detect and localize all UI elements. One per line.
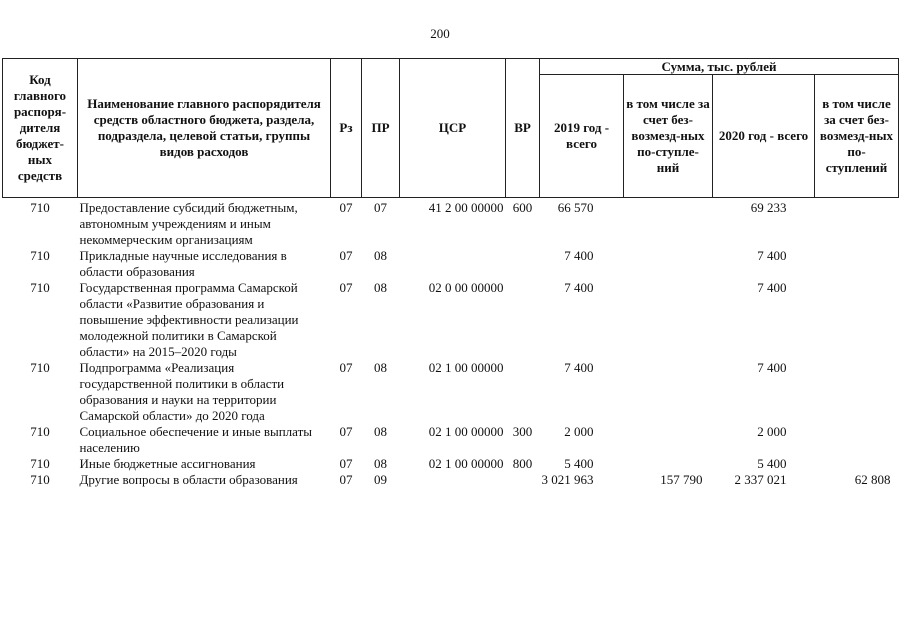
cell-2019-total: 7 400 — [564, 248, 594, 263]
cell-2019-grants: 157 790 — [660, 472, 703, 487]
cell-name: Иные бюджетные ассигнования — [79, 456, 256, 471]
cell-2019-grants — [624, 248, 713, 280]
cell-name: Предоставление субсидий бюджетным, автономным учреждениям и иным некоммерческим организациям — [79, 200, 298, 247]
cell-pr: 08 — [374, 248, 387, 263]
table-row — [3, 280, 899, 360]
cell-2020-total: 7 400 — [757, 280, 787, 295]
cell-name: Социальное обеспечение и иные выплаты населению — [79, 424, 313, 455]
cell-code: 710 — [30, 472, 50, 487]
cell-name: Прикладные научные исследования в области образования — [79, 248, 287, 279]
header-row-top — [3, 59, 899, 75]
cell-pr: 08 — [374, 456, 387, 471]
cell-2020-total: 7 400 — [757, 360, 787, 375]
cell-vr: 300 — [512, 424, 533, 439]
cell-2020-grants — [815, 456, 899, 472]
header-2020-total: 2020 год - всего — [713, 75, 815, 198]
cell-2019-total: 7 400 — [564, 360, 594, 375]
cell-2019-grants — [624, 198, 713, 249]
cell-2019-total: 7 400 — [564, 280, 594, 295]
cell-2020-grants — [815, 280, 899, 360]
cell-pr: 09 — [374, 472, 387, 487]
cell-csr — [400, 472, 506, 488]
table-row — [3, 472, 899, 488]
cell-2020-grants: 62 808 — [854, 472, 891, 487]
cell-pr: 08 — [374, 424, 387, 439]
cell-csr: 02 0 00 00000 — [428, 280, 504, 295]
header-name: Наименование главного распорядителя средств областного бюджета, раздела, подраздела, целевой статьи, группы видов расходов — [78, 59, 331, 198]
cell-2019-total: 3 021 963 — [541, 472, 594, 487]
cell-2020-total: 7 400 — [757, 248, 787, 263]
header-pr: ПР — [362, 59, 400, 198]
cell-2019-grants — [624, 360, 713, 424]
cell-rz: 07 — [339, 360, 353, 375]
header-rz: Рз — [331, 59, 362, 198]
table-row — [3, 456, 899, 472]
cell-2019-total: 66 570 — [557, 200, 594, 215]
cell-rz: 07 — [339, 280, 353, 295]
header-2020-grants: в том числе за счет без-возмезд-ных по-ступлений — [815, 75, 899, 198]
cell-code: 710 — [30, 248, 50, 263]
header-csr: ЦСР — [400, 59, 506, 198]
cell-vr — [506, 472, 540, 488]
cell-2020-grants — [815, 248, 899, 280]
cell-2020-grants — [815, 198, 899, 249]
cell-pr: 07 — [374, 200, 387, 215]
cell-code: 710 — [30, 200, 50, 215]
table-row — [3, 424, 899, 456]
cell-rz: 07 — [339, 248, 353, 263]
table-body — [3, 198, 899, 489]
cell-pr: 08 — [374, 280, 387, 295]
table-row — [3, 248, 899, 280]
cell-name: Подпрограмма «Реализация государственной политики в области образования и науки на территории Самарской области» до 2020 года — [79, 360, 285, 423]
cell-2020-total: 5 400 — [757, 456, 787, 471]
cell-rz: 07 — [339, 200, 353, 215]
cell-rz: 07 — [339, 456, 353, 471]
cell-2019-grants — [624, 456, 713, 472]
cell-2019-grants — [624, 280, 713, 360]
cell-pr: 08 — [374, 360, 387, 375]
cell-vr — [506, 280, 540, 360]
cell-vr — [506, 360, 540, 424]
budget-table — [2, 58, 899, 488]
cell-csr — [400, 248, 506, 280]
cell-code: 710 — [30, 456, 50, 471]
cell-name: Другие вопросы в области образования — [79, 472, 298, 487]
header-sum-group: Сумма, тыс. рублей — [540, 59, 899, 75]
cell-2019-total: 2 000 — [564, 424, 594, 439]
table-row — [3, 360, 899, 424]
header-vr: ВР — [506, 59, 540, 198]
cell-vr: 600 — [512, 200, 533, 215]
cell-code: 710 — [30, 424, 50, 439]
cell-rz: 07 — [339, 424, 353, 439]
cell-csr: 02 1 00 00000 — [428, 456, 504, 471]
cell-code: 710 — [30, 280, 50, 295]
table-row — [3, 198, 899, 249]
header-2019-grants: в том числе за счет без-возмезд-ных по-ступле-ний — [624, 75, 713, 198]
cell-2019-grants — [624, 424, 713, 456]
cell-csr: 02 1 00 00000 — [428, 424, 504, 439]
cell-csr: 41 2 00 00000 — [428, 200, 504, 215]
cell-2020-total: 2 337 021 — [734, 472, 787, 487]
cell-vr: 800 — [512, 456, 533, 471]
header-code: Код главного распоря-дителя бюджет-ных средств — [3, 59, 78, 198]
header-2019-total: 2019 год - всего — [540, 75, 624, 198]
cell-2020-grants — [815, 424, 899, 456]
cell-csr: 02 1 00 00000 — [428, 360, 504, 375]
cell-name: Государственная программа Самарской области «Развитие образования и повышение эффективности реализации молодежной политики в Самарской области» на 2015–2020 годы — [79, 280, 299, 359]
cell-rz: 07 — [339, 472, 353, 487]
cell-2020-total: 69 233 — [750, 200, 787, 215]
cell-2020-total: 2 000 — [757, 424, 787, 439]
cell-code: 710 — [30, 360, 50, 375]
cell-2019-total: 5 400 — [564, 456, 594, 471]
cell-vr — [506, 248, 540, 280]
page-number: 200 — [430, 26, 450, 41]
cell-2020-grants — [815, 360, 899, 424]
